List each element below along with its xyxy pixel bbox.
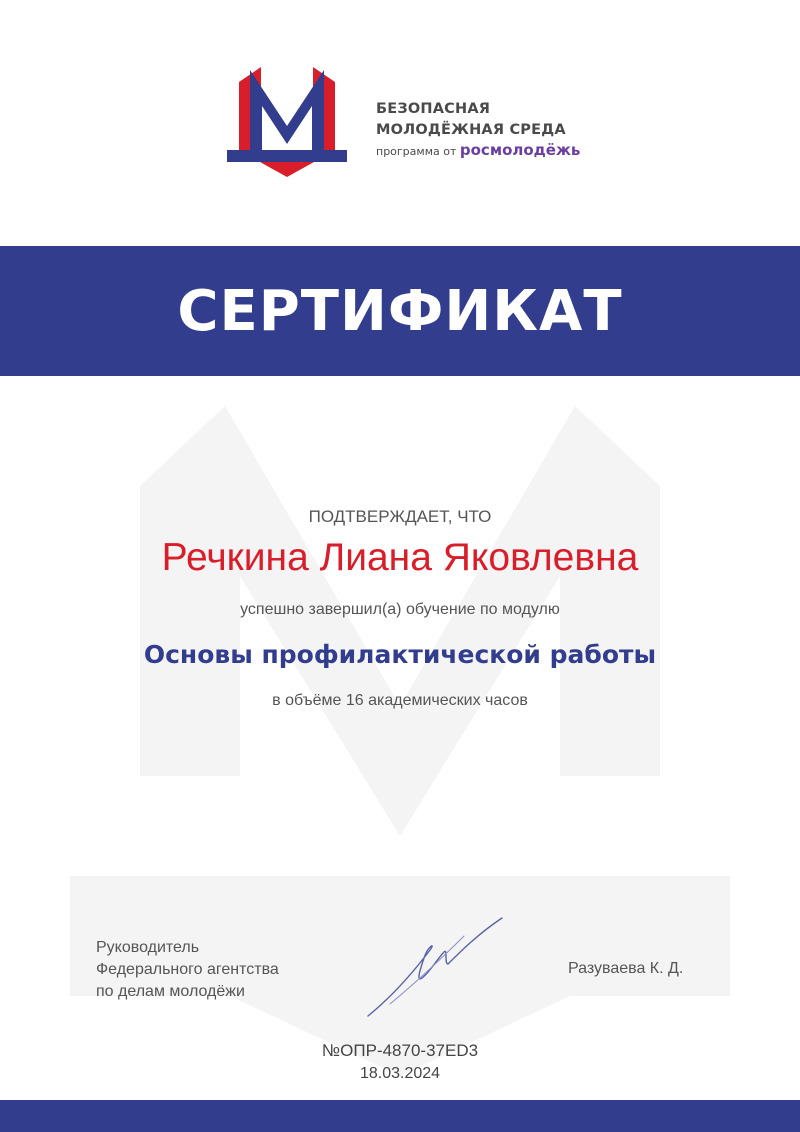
handwritten-signature bbox=[360, 912, 510, 1024]
signer-name: Разуваева К. Д. bbox=[568, 960, 684, 977]
certificate-date: 18.03.2024 bbox=[359, 1065, 441, 1082]
course-title: Основы профилактической работы bbox=[143, 640, 657, 669]
logo-emblem bbox=[222, 64, 352, 180]
bottom-bar bbox=[0, 1100, 800, 1132]
brand-program-org: росмолодёжь bbox=[459, 141, 581, 159]
brand-line-2: МОЛОДЁЖНАЯ СРЕДА bbox=[376, 122, 566, 138]
title-banner bbox=[0, 246, 800, 376]
certificate-number: №ОПР-4870-37ED3 bbox=[321, 1041, 479, 1060]
certificate-title: СЕРТИФИКАТ bbox=[177, 278, 623, 344]
completed-text: успешно завершил(а) обучение по модулю bbox=[240, 601, 560, 618]
brand-line-1: БЕЗОПАСНАЯ bbox=[376, 101, 491, 117]
recipient-name: Речкина Лиана Яковлевна bbox=[161, 536, 639, 579]
signer-role-line-1: Руководитель bbox=[96, 939, 200, 956]
signer-role-line-3: по делам молодёжи bbox=[96, 983, 245, 1000]
signer-role bbox=[96, 937, 279, 1003]
signer-role-line-2: Федерального агентства bbox=[96, 961, 279, 978]
brand-program bbox=[376, 141, 580, 161]
confirms-text: ПОДТВЕРЖДАЕТ, ЧТО bbox=[308, 507, 492, 526]
brand-text bbox=[376, 99, 580, 161]
hours-text: в объёме 16 академических часов bbox=[272, 692, 528, 709]
brand-program-prefix: программа от bbox=[376, 145, 457, 158]
